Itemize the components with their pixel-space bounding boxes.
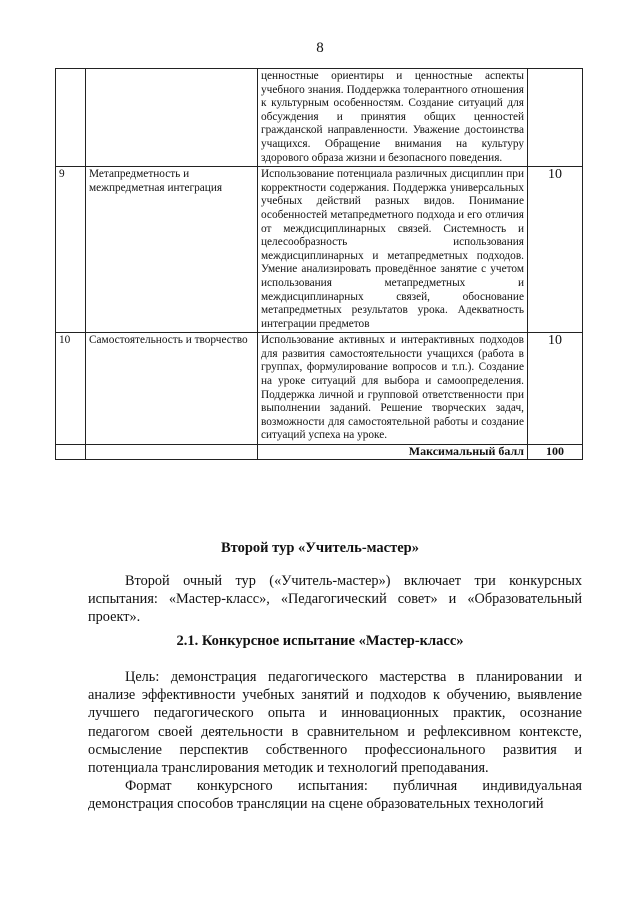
page-number: 8 — [316, 40, 324, 56]
section-title: Второй тур «Учитель-мастер» — [221, 540, 419, 556]
criteria-table — [55, 68, 583, 460]
cell-score: 10 — [528, 167, 583, 333]
cell-desc: Использование активных и интерактивных подходов для развития самостоятельности учащихся (работа в группах, формулирование вопросов и т.п.). Создание на уроке ситуаций для выбора и самоопределения. Поддержка личной и групповой ответственности при выполнении заданий. Решение творческих задач, возможности для самостоятельной работы и создание ситуаций успеха на уроке. — [258, 333, 528, 445]
cell-name — [86, 445, 258, 460]
cell-num — [56, 69, 86, 167]
cell-desc: Использование потенциала различных дисциплин при корректности содержания. Поддержка универсальных учебных действий разных видов. Понимание особенностей метапредметного подхода и его отличия от междисциплинарных связей. Системность и целесообразность использования междисциплинарных и метапредметных подходов. Умение анализировать проведённое занятие с учетом использования метапредметных и междисциплинарных связей, обоснование метапредметных результатов урока. Адекватность интеграции предметов — [258, 167, 528, 333]
table-row — [56, 167, 583, 333]
cell-num — [56, 445, 86, 460]
cell-num: 10 — [56, 333, 86, 445]
cell-score: 10 — [528, 333, 583, 445]
cell-name — [86, 69, 258, 167]
subsection-title: 2.1. Конкурсное испытание «Мастер-класс» — [176, 633, 464, 649]
intro-paragraph: Второй очный тур («Учитель-мастер») включает три конкурсных испытания: «Мастер-класс», «Педагогический совет» и «Образовательный проект». — [88, 573, 582, 626]
cell-desc: ценностные ориентиры и ценностные аспекты учебного знания. Поддержка толерантного отношения к культурным особенностям. Создание ситуаций для обсуждения и принятия общих ценностей гражданской направленности. Уважение достоинства учащихся. Обращение внимания на культуру здорового образа жизни и безопасного поведения. — [258, 69, 528, 167]
total-label: Максимальный балл — [258, 445, 528, 460]
cell-name: Самостоятельность и творчество — [86, 333, 258, 445]
cell-name: Метапредметность и межпредметная интеграция — [86, 167, 258, 333]
table-row-continuation — [56, 69, 583, 167]
cell-num: 9 — [56, 167, 86, 333]
table-row — [56, 333, 583, 445]
goal-paragraph: Цель: демонстрация педагогического мастерства в планировании и анализе эффективности учебных занятий и подходов к обучению, выявление лучшего педагогического опыта и инновационных практик, осознание педагогом своей деятельности в сравнительном и рефлексивном контексте, осмысление перспектив собственного профессионального развития и потенциала транслирования методик и технологий преподавания. — [88, 669, 582, 777]
format-paragraph: Формат конкурсного испытания: публичная индивидуальная демонстрация способов трансляции на сцене образовательных технологий — [88, 778, 582, 813]
table-total-row — [56, 445, 583, 460]
total-value: 100 — [528, 445, 583, 460]
cell-score — [528, 69, 583, 167]
